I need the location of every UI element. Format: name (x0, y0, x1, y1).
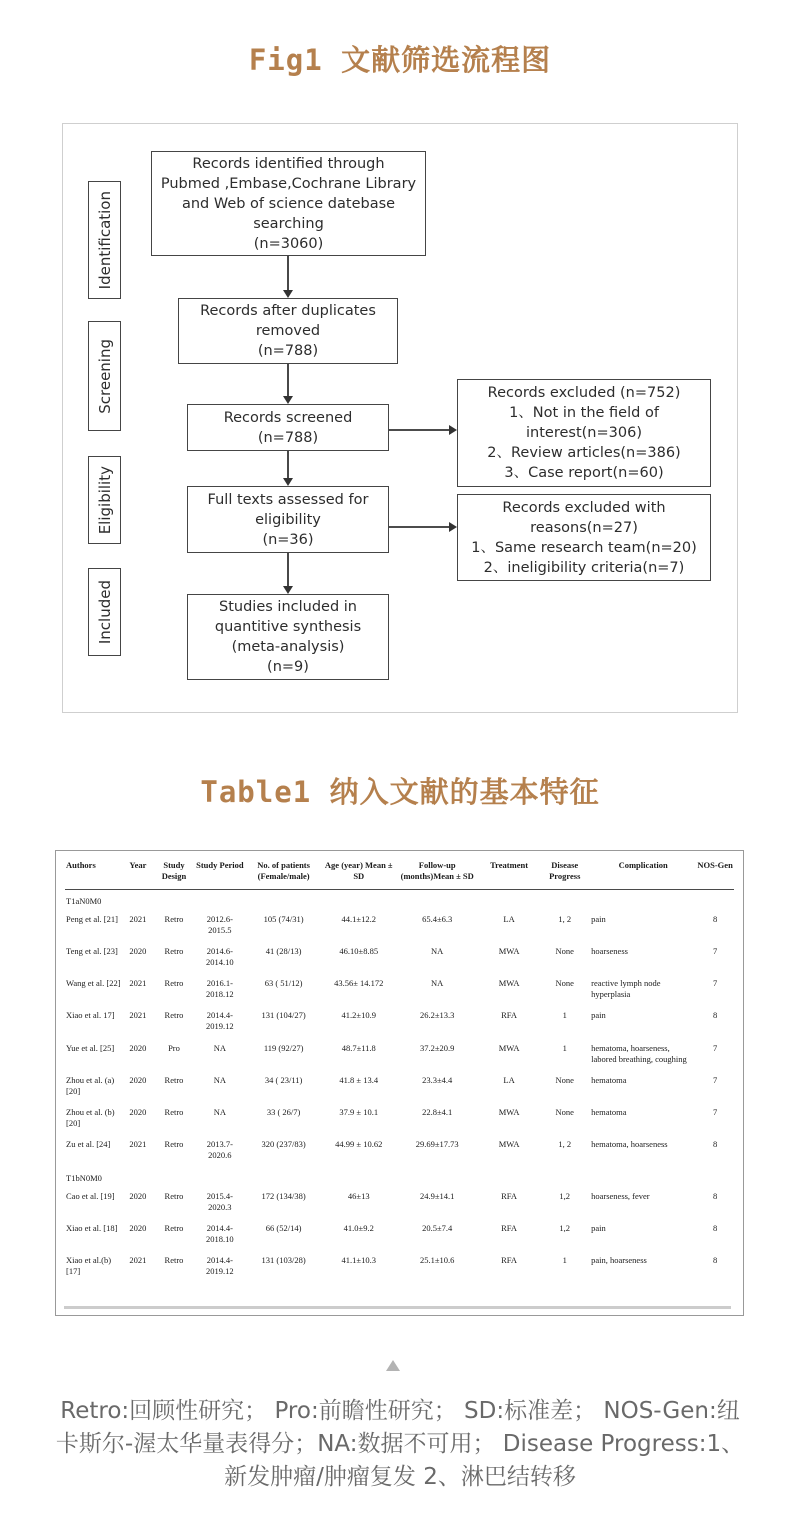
table-cell: 2020 (129, 1106, 147, 1117)
table-cell: 2016.1-2018.12 (206, 978, 234, 1000)
footnote-line: Retro:回顾性研究； Pro:前瞻性研究； SD:标准差； NOS-Gen:纽 (60, 1398, 740, 1424)
table-cell: LA (503, 914, 515, 925)
table-cell: 131 (103/28) (261, 1255, 306, 1266)
table-cell: 2012.6-2015.5 (206, 914, 233, 936)
flow-box-line: eligibility (255, 511, 321, 528)
table-cell: 105 (74/31) (263, 914, 304, 925)
table-row (65, 1103, 734, 1135)
table-cell: MWA (498, 978, 520, 989)
table-cell: pain (591, 1223, 606, 1234)
table-cell: hematoma (591, 1074, 627, 1085)
table-cell: Zu et al. [24] (66, 1138, 111, 1149)
table-cell: 26.2±13.3 (419, 1010, 455, 1021)
table-cell: 119 (92/27) (263, 1042, 304, 1053)
table-cell: 2020 (129, 1042, 147, 1053)
table-cell: 8 (712, 1255, 718, 1266)
table-cell: NA (431, 946, 444, 957)
flow-box-line: 1、Same research team(n=20) (471, 539, 697, 556)
stage-label: Eligibility (95, 465, 114, 535)
table-cell: Xiao et al. [18] (66, 1223, 118, 1234)
flow-box-line: Full texts assessed for (207, 491, 369, 508)
table-cell: 1,2 (559, 1190, 571, 1201)
flow-box-studies-included (187, 594, 389, 680)
table-cell: 41.1±10.3 (341, 1255, 376, 1266)
table-cell: Xiao et al. 17] (66, 1010, 115, 1021)
table-cell: 1 (562, 1010, 567, 1021)
table-cell: 1, 2 (558, 1138, 572, 1149)
table-cell: pain (591, 914, 606, 925)
table-cell: Xiao et al.(b)[17] (66, 1255, 112, 1277)
table-cell: 8 (712, 914, 718, 925)
table-cell: 33 ( 26/7) (266, 1106, 301, 1117)
section-label: T1aN0M0 (66, 896, 102, 907)
table-header-cell: Authors (66, 860, 96, 870)
stage-screening (88, 321, 121, 431)
table-cell: Retro (164, 1255, 184, 1266)
table-cell: 1 (562, 1042, 567, 1053)
table-header-cell: Complication (618, 860, 668, 870)
table-cell: Retro (164, 1138, 184, 1149)
table-cell: NA (213, 1074, 226, 1085)
table-cell: 2020 (129, 1190, 147, 1201)
flow-box-line: Records excluded (n=752) (487, 385, 681, 401)
table-cell: 2020 (129, 946, 147, 957)
table-cell: hematoma, hoarseness, labored breathing, coughing (591, 1042, 687, 1064)
stage-identification (88, 181, 121, 299)
table-cell: 2021 (129, 1138, 147, 1149)
table-cell: 7 (712, 946, 718, 957)
table-cell: hematoma, hoarseness (591, 1138, 668, 1149)
table-cell: pain, hoarseness (591, 1255, 647, 1266)
flow-box-line: and Web of science datebase (181, 195, 396, 212)
table-row (65, 974, 734, 1006)
table-cell: MWA (498, 1138, 520, 1149)
table-cell: Retro (164, 1010, 184, 1021)
table-cell: 48.7±11.8 (341, 1042, 376, 1053)
table-cell: Yue et al. [25] (66, 1042, 115, 1053)
table-cell: 66 (52/14) (265, 1223, 302, 1234)
stage-included (88, 568, 121, 656)
table-header-cell: Age (year) Mean ± SD (324, 860, 393, 882)
table-cell: Cao et al. [19] (66, 1190, 115, 1201)
flow-box-line: (n=36) (262, 531, 314, 548)
table-cell: MWA (498, 1042, 520, 1053)
table-cell: 8 (712, 1190, 718, 1201)
table-cell: None (555, 1074, 574, 1085)
table-cell: None (555, 1106, 574, 1117)
table-cell: 2015.4-2020.3 (206, 1190, 233, 1212)
flow-box-line: removed (255, 323, 321, 339)
table-cell: Teng et al. [23] (66, 946, 118, 957)
table-cell: Retro (164, 914, 184, 925)
flow-box-records-screened (187, 404, 389, 451)
table-cell: None (555, 978, 574, 989)
table-cell: 7 (712, 978, 718, 989)
table-cell: 44.1±12.2 (341, 914, 376, 925)
table-cell: hoarseness, fever (591, 1190, 650, 1201)
table-cell: 8 (712, 1223, 718, 1234)
table-row (65, 1135, 734, 1167)
table-header-cell: Year (129, 860, 147, 870)
table-row (65, 942, 734, 974)
table-cell: 43.56± 14.172 (334, 978, 384, 989)
table-cell: MWA (498, 946, 520, 957)
table-bottom-rule (64, 1306, 731, 1309)
table-cell: Retro (164, 978, 184, 989)
table-cell: reactive lymph node hyperplasia (591, 978, 661, 1000)
table-header-cell: Follow-up (months)Mean ± SD (400, 860, 474, 882)
table-cell: 34 ( 23/11) (264, 1074, 303, 1085)
table-cell: 37.2±20.9 (419, 1042, 455, 1053)
table-cell: 2021 (129, 978, 147, 989)
table-row (65, 1006, 734, 1038)
table-cell: 2014.4-2018.10 (206, 1223, 234, 1245)
footnote-line: 卡斯尔-渥太华量表得分；NA:数据不可用； Disease Progress:1、 (55, 1431, 745, 1457)
flow-box-line: quantitive synthesis (214, 619, 362, 635)
flow-box-line: interest(n=306) (526, 425, 642, 441)
flow-box-records-identified (151, 151, 426, 256)
table-cell: 2021 (129, 914, 147, 925)
table-cell: 24.9±14.1 (419, 1190, 455, 1201)
table-header-cell: Treatment (490, 860, 529, 870)
table-cell: RFA (501, 1255, 518, 1266)
table-cell: 7 (712, 1106, 718, 1117)
table-cell: 1 (562, 1255, 567, 1266)
table-cell: hematoma (591, 1106, 627, 1117)
table-cell: 7 (712, 1074, 718, 1085)
table-cell: Retro (164, 1106, 184, 1117)
prisma-flowchart (62, 123, 738, 713)
table-cell: 41 (28/13) (265, 946, 302, 957)
table-row (65, 1187, 734, 1219)
table-cell: 37.9 ± 10.1 (339, 1106, 379, 1117)
table-cell: 2020 (129, 1223, 147, 1234)
table-header (65, 858, 734, 890)
table-header-cell: Disease Progress (549, 860, 581, 882)
flow-box-line: (n=788) (257, 429, 319, 446)
flow-box-excluded-with-reasons (457, 494, 711, 581)
table-cell: 29.69±17.73 (415, 1138, 459, 1149)
footnote (40, 1395, 760, 1494)
stage-label: Identification (95, 190, 114, 290)
stage-label: Included (95, 579, 114, 645)
table-cell: 320 (237/83) (261, 1138, 306, 1149)
flow-box-fulltext-assessed (187, 486, 389, 553)
figure1-title: Fig1 文献筛选流程图 (248, 43, 552, 77)
table-cell: 41.0±9.2 (343, 1223, 374, 1234)
table-cell: 8 (712, 1138, 718, 1149)
table-cell: 20.5±7.4 (422, 1223, 453, 1234)
table-row (65, 1039, 734, 1071)
flow-box-line: Records after duplicates (200, 303, 376, 319)
table-cell: 2013.7-2020.6 (206, 1138, 233, 1160)
table-cell: 172 (134/38) (261, 1190, 306, 1201)
table-cell: Retro (164, 946, 184, 957)
table-cell: 2014.4-2019.12 (206, 1255, 234, 1277)
flow-box-line: reasons(n=27) (530, 519, 638, 536)
studies-table (65, 858, 734, 1283)
table-cell: 2014.6-2014.10 (206, 946, 234, 968)
footnote-line: 新发肿瘤/肿瘤复发 2、淋巴结转移 (224, 1464, 576, 1490)
table1-title: Table1 纳入文献的基本特征 (200, 775, 600, 809)
flow-box-line: (n=9) (267, 659, 309, 675)
table-cell: Zhou et al. (b) [20] (66, 1106, 115, 1128)
table-cell: RFA (501, 1190, 518, 1201)
table-cell: 25.1±10.6 (419, 1255, 455, 1266)
flow-box-line: (meta-analysis) (231, 639, 345, 655)
table-cell: RFA (501, 1010, 518, 1021)
table-cell: RFA (501, 1223, 518, 1234)
flow-box-line: 2、ineligibility criteria(n=7) (483, 559, 685, 576)
table-cell: 23.3±4.4 (422, 1074, 453, 1085)
table-cell: LA (503, 1074, 515, 1085)
table-cell: MWA (498, 1106, 520, 1117)
table-cell: 46.10±8.85 (339, 946, 379, 957)
flow-box-line: Records identified through (192, 155, 385, 172)
table-cell: 1,2 (559, 1223, 571, 1234)
flow-box-line: 2、Review articles(n=386) (487, 445, 681, 461)
table-cell: 1, 2 (558, 914, 572, 925)
table-cell: 2014.4-2019.12 (206, 1010, 234, 1032)
table-cell: 41.8 ± 13.4 (339, 1074, 379, 1085)
flow-box-line: searching (253, 215, 324, 232)
table-cell: 2021 (129, 1010, 147, 1021)
table-cell: NA (213, 1042, 226, 1053)
flow-box-duplicates-removed (178, 298, 398, 364)
table-cell: Retro (164, 1074, 184, 1085)
flow-box-records-excluded (457, 379, 711, 487)
flow-box-line: Records excluded with (502, 499, 666, 516)
table-header-cell: Study Design (161, 860, 187, 882)
table-cell: 41.2±10.9 (341, 1010, 376, 1021)
flow-box-line: (n=3060) (253, 235, 324, 252)
collapse-up-triangle-icon[interactable] (386, 1360, 400, 1371)
table-cell: hoarseness (591, 946, 628, 957)
flow-box-line: Records screened (223, 409, 353, 426)
flow-box-line: (n=788) (257, 343, 319, 359)
table-cell: 65.4±6.3 (422, 914, 453, 925)
table-section-row (65, 1167, 734, 1187)
section-label: T1bN0M0 (66, 1172, 102, 1183)
table-cell: Pro (168, 1042, 180, 1053)
table-cell: pain (591, 1010, 606, 1021)
stage-label: Screening (95, 338, 114, 414)
table-cell: Wang et al. [22] (66, 978, 121, 989)
table-cell: NA (431, 978, 444, 989)
table-header-cell: NOS-Gen (697, 860, 733, 870)
table-section-row (65, 890, 734, 911)
table-cell: 44.99 ± 10.62 (335, 1138, 383, 1149)
table-cell: 7 (712, 1042, 718, 1053)
table-cell: 22.8±4.1 (422, 1106, 453, 1117)
table-header-cell: No. of patients (Female/male) (257, 860, 310, 882)
table-cell: 46±13 (347, 1190, 370, 1201)
table-cell: 8 (712, 1010, 718, 1021)
table-cell: 131 (104/27) (261, 1010, 306, 1021)
table-row (65, 1219, 734, 1251)
table-row (65, 910, 734, 942)
table-cell: Retro (164, 1190, 184, 1201)
table-cell: NA (213, 1106, 226, 1117)
table-header-cell: Study Period (196, 860, 244, 870)
table-row (65, 1251, 734, 1283)
stage-eligibility (88, 456, 121, 544)
table-cell: 2021 (129, 1255, 147, 1266)
table-row (65, 1071, 734, 1103)
table-header-row (65, 858, 734, 890)
table-cell: Retro (164, 1223, 184, 1234)
flow-box-line: Pubmed ,Embase,Cochrane Library (160, 175, 417, 192)
table-cell: Peng et al. [21] (66, 914, 118, 925)
table-cell: 63 ( 51/12) (264, 978, 303, 989)
table-body (65, 890, 734, 1284)
table-cell: None (555, 946, 574, 957)
flow-box-line: 1、Not in the field of (509, 405, 659, 421)
table-cell: Zhou et al. (a) [20] (66, 1074, 115, 1096)
flow-box-line: 3、Case report(n=60) (504, 465, 664, 481)
flow-box-line: Studies included in (219, 599, 357, 615)
table-cell: 2020 (129, 1074, 147, 1085)
table1-container (55, 850, 744, 1316)
